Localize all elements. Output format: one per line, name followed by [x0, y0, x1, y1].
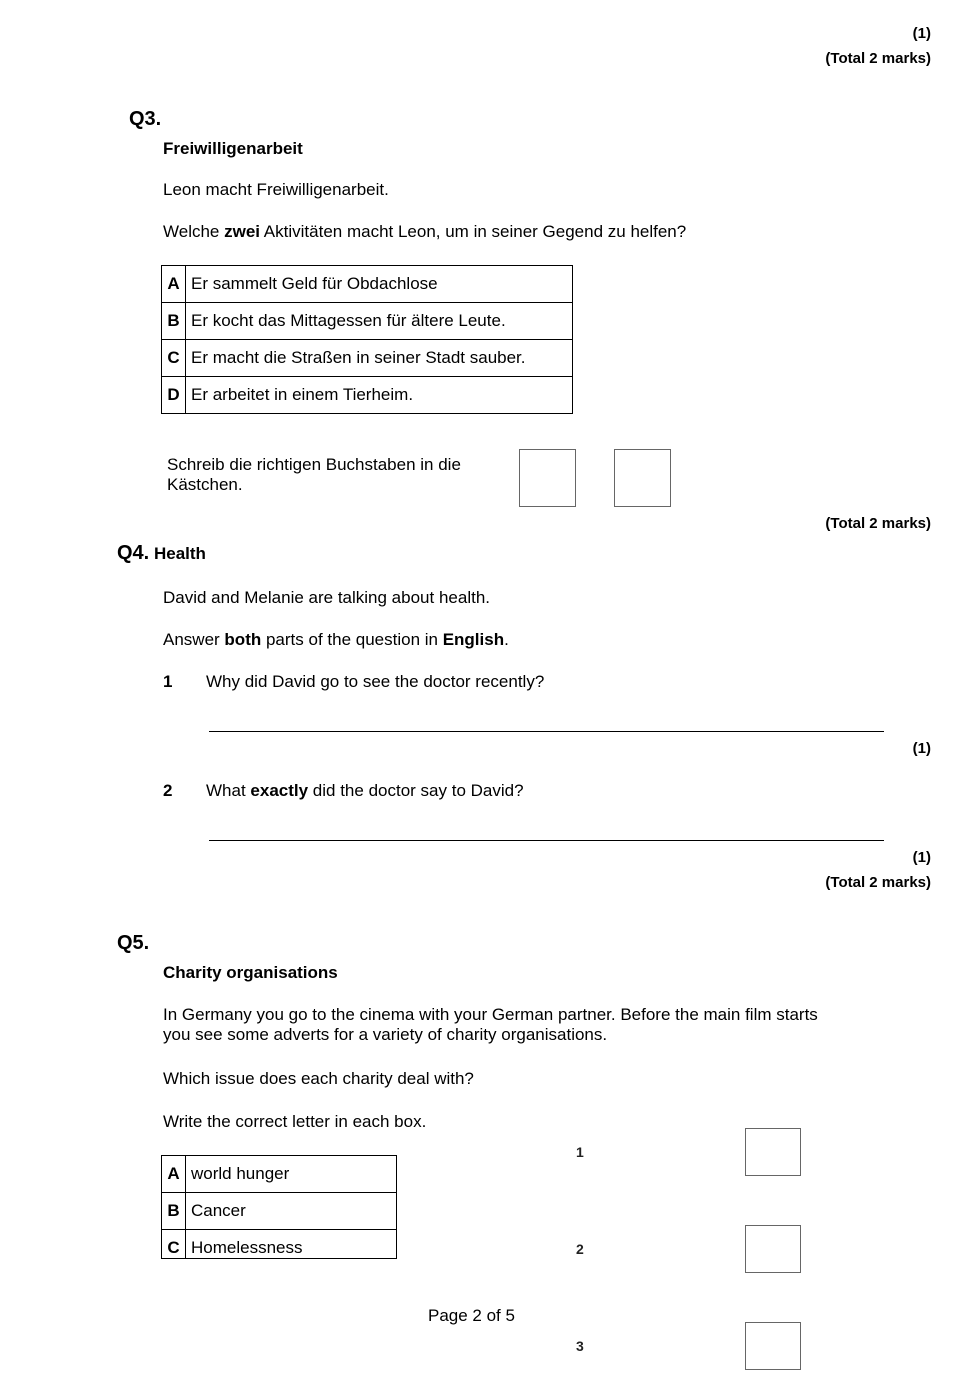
table-row — [162, 340, 573, 377]
item-number: 2 — [576, 1241, 584, 1257]
option-letter: C — [162, 1230, 186, 1259]
part-marks: (1) — [912, 25, 931, 42]
option-text: Homelessness — [186, 1230, 397, 1259]
page-number: Page 2 of 5 — [428, 1306, 515, 1325]
answer-box-2[interactable] — [614, 449, 671, 507]
question-intro: David and Melanie are talking about health. — [163, 588, 490, 607]
part-number: 2 — [163, 781, 173, 800]
options-table — [161, 1155, 397, 1259]
answer-box-item-3[interactable] — [745, 1322, 801, 1370]
table-row — [162, 377, 573, 414]
table-row — [162, 266, 573, 303]
option-letter: C — [162, 340, 186, 377]
option-text: Er arbeitet in einem Tierheim. — [186, 377, 573, 414]
option-letter: B — [162, 1193, 186, 1230]
question-text: Answer both parts of the question in English. — [163, 630, 509, 649]
answer-instruction: Schreib die richtigen Buchstaben in die Kästchen. — [167, 455, 461, 494]
option-letter: D — [162, 377, 186, 414]
options-table — [161, 265, 573, 414]
answer-instruction: Write the correct letter in each box. — [163, 1112, 427, 1131]
option-text: Cancer — [186, 1193, 397, 1230]
answer-line-1[interactable] — [209, 731, 884, 732]
question-title: Freiwilligenarbeit — [163, 139, 303, 158]
question-text: Which issue does each charity deal with? — [163, 1069, 474, 1088]
part-marks: (1) — [912, 849, 931, 866]
item-number: 3 — [576, 1338, 584, 1354]
answer-line-2[interactable] — [209, 840, 884, 841]
question-text: Welche zwei Aktivitäten macht Leon, um in seiner Gegend zu helfen? — [163, 222, 687, 241]
table-row — [162, 1193, 397, 1230]
question-title: Charity organisations — [163, 963, 338, 982]
part-question: Why did David go to see the doctor recently? — [206, 672, 545, 691]
answer-box-item-1[interactable] — [745, 1128, 801, 1176]
question-number: Q4. — [117, 542, 150, 564]
item-number: 1 — [576, 1144, 584, 1160]
table-row — [162, 1230, 397, 1259]
question-intro: Leon macht Freiwilligenarbeit. — [163, 180, 389, 199]
table-row — [162, 303, 573, 340]
total-marks: (Total 2 marks) — [825, 874, 931, 891]
answer-box-item-2[interactable] — [745, 1225, 801, 1273]
answer-box-1[interactable] — [519, 449, 576, 507]
option-letter: A — [162, 1156, 186, 1193]
question-heading — [117, 542, 206, 565]
question-number: Q5. — [117, 932, 150, 954]
table-row — [162, 1156, 397, 1193]
option-letter: B — [162, 303, 186, 340]
question-number: Q3. — [129, 108, 162, 130]
option-letter: A — [162, 266, 186, 303]
option-text: Er macht die Straßen in seiner Stadt sauber. — [186, 340, 573, 377]
option-text: world hunger — [186, 1156, 397, 1193]
total-marks: (Total 2 marks) — [825, 515, 931, 532]
part-question: What exactly did the doctor say to David? — [206, 781, 524, 800]
option-text: Er sammelt Geld für Obdachlose — [186, 266, 573, 303]
question-intro: In Germany you go to the cinema with your German partner. Before the main film starts you see some adverts for a variety of charity organisations. — [163, 1005, 818, 1044]
option-text: Er kocht das Mittagessen für ältere Leute. — [186, 303, 573, 340]
question-title: Health — [153, 544, 206, 563]
total-marks: (Total 2 marks) — [825, 50, 931, 67]
part-number: 1 — [163, 672, 173, 691]
part-marks: (1) — [912, 740, 931, 757]
